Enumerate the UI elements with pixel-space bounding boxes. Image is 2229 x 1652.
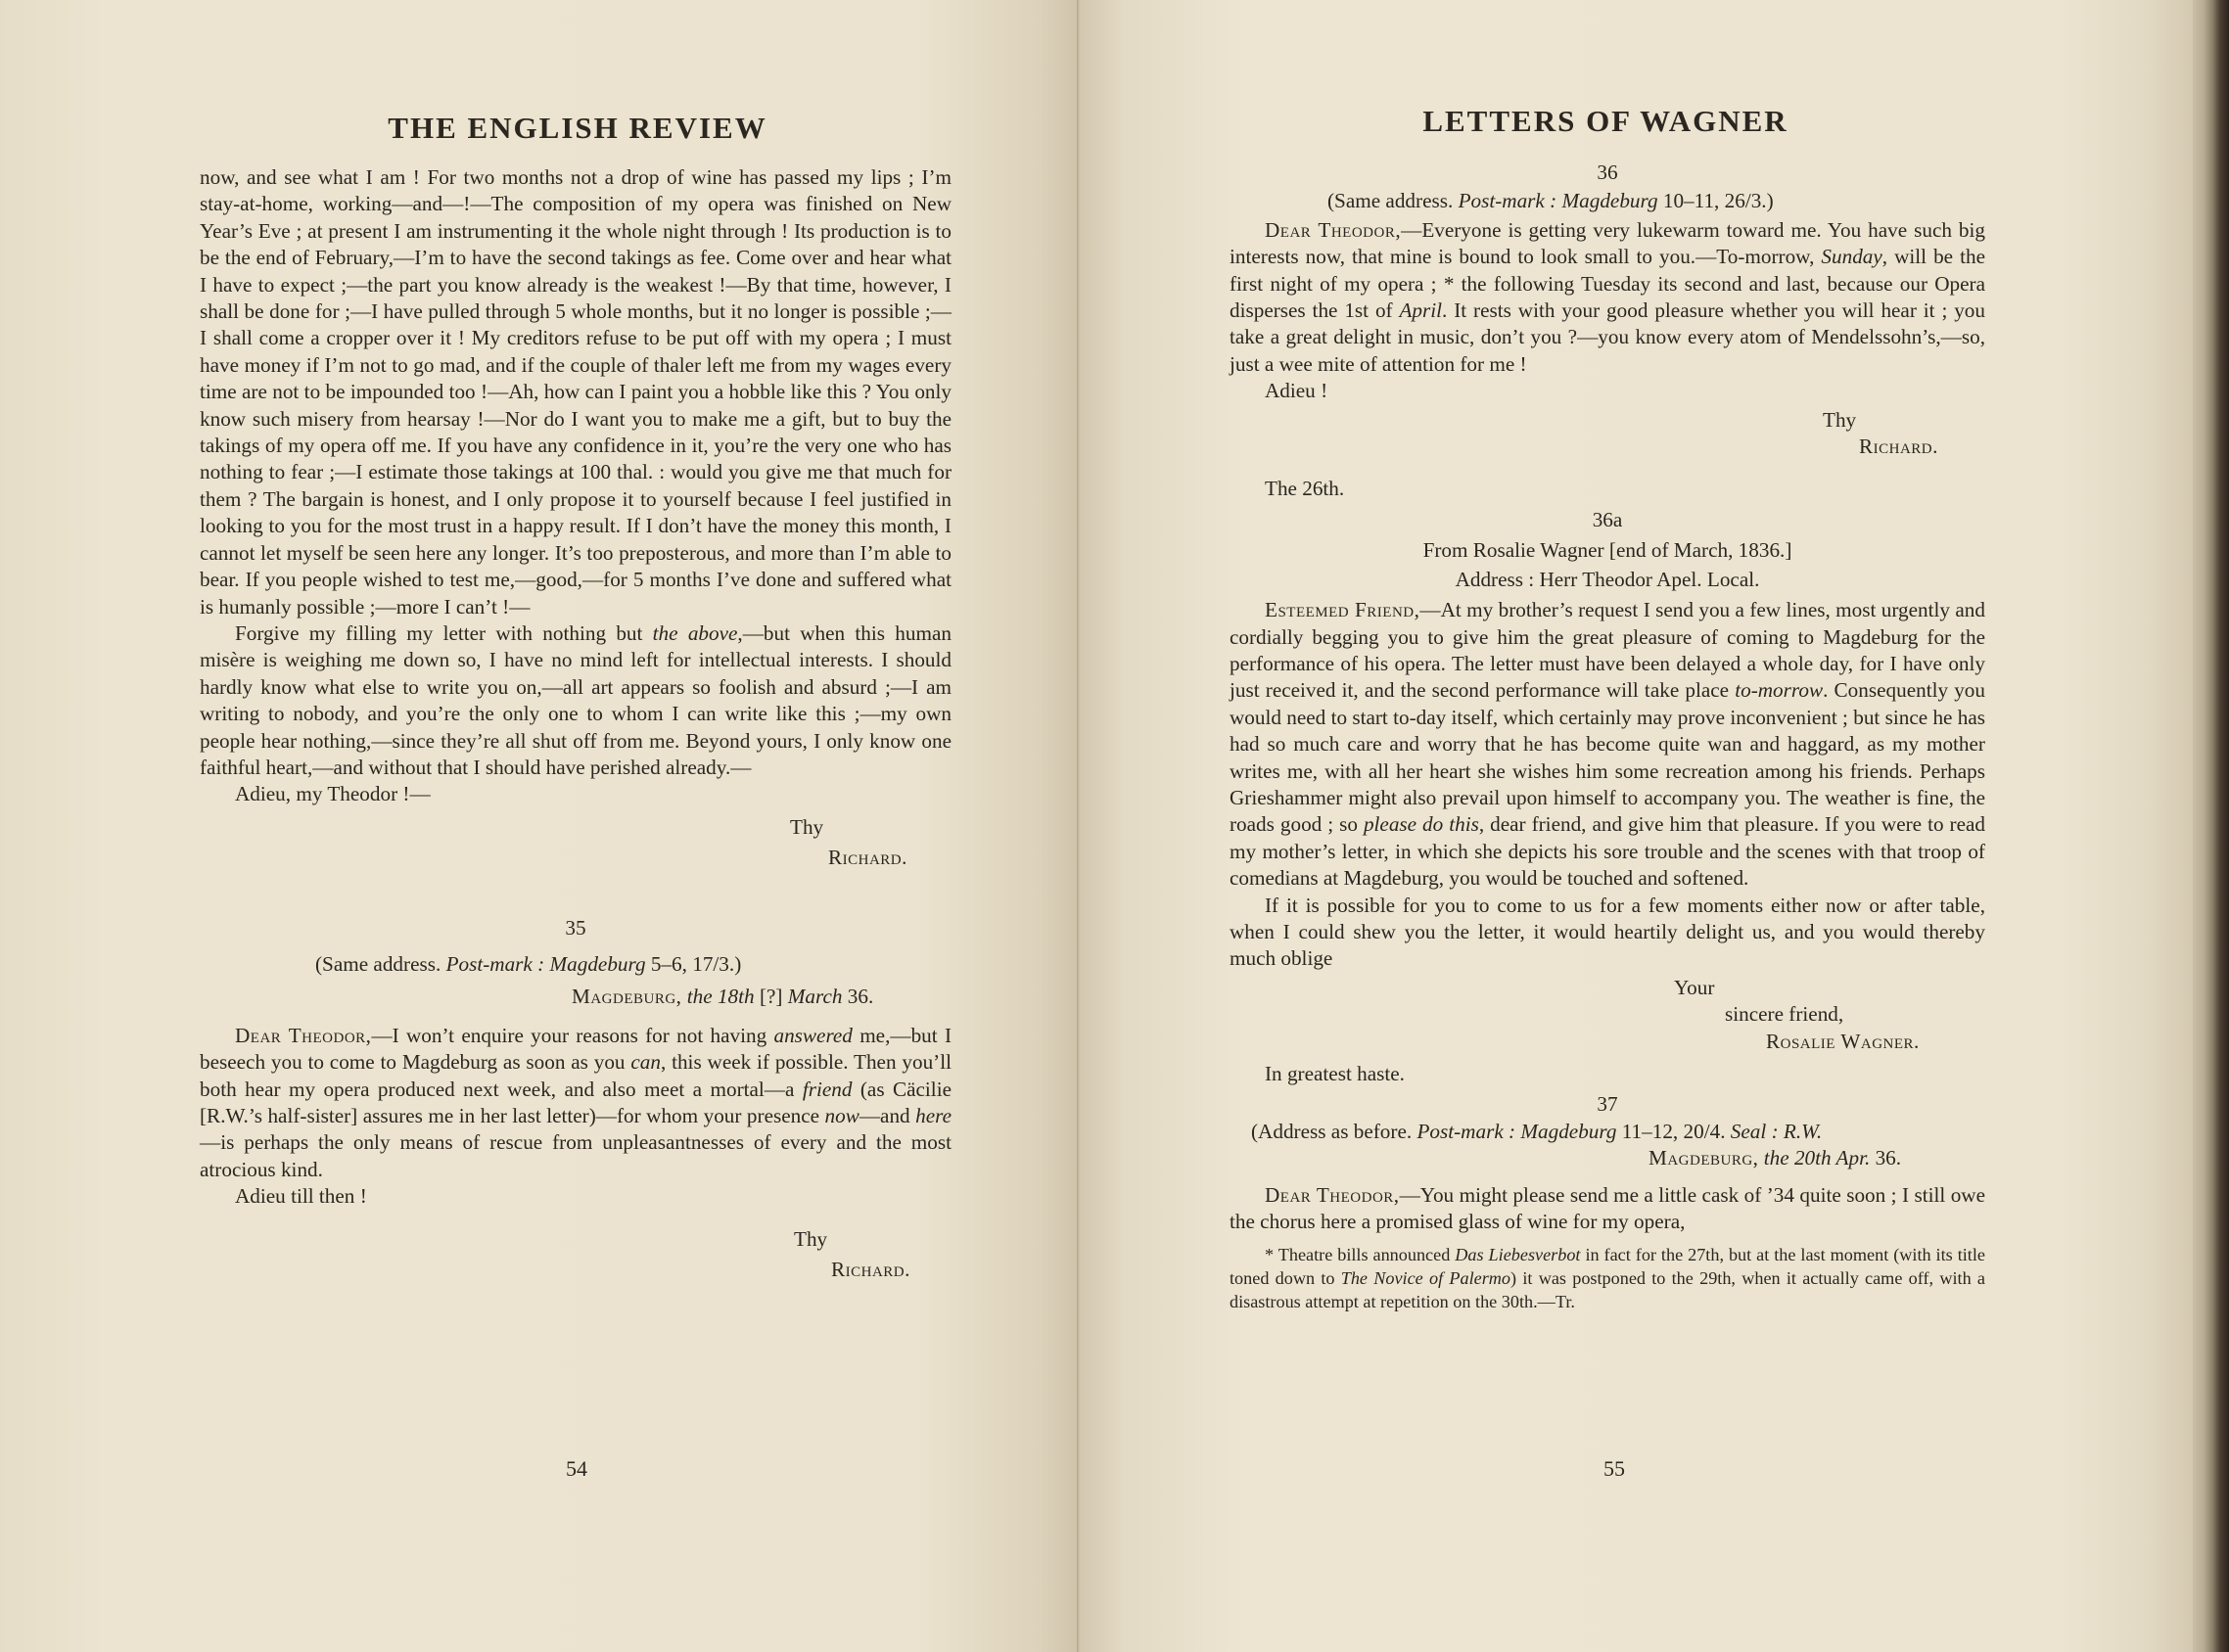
letter-37-address: (Address as before. Post-mark : Magdeburg 11–12, 20/4. Seal : R.W.: [1251, 1119, 1823, 1143]
letter-36a-paragraph-2: If it is possible for you to come to us for a few moments either now or after table, when I could shew you the letter, it would heartily delight us, and you would thereby much oblige: [1230, 893, 1985, 971]
letter-36-number: 36: [1597, 161, 1618, 184]
letter-34-paragraph-1: now, and see what I am ! For two months not a drop of wine has passed my lips ; I’m stay-at-home, working—and—!—The composition of my opera was finished on New Year’s Eve ; at present I am instrumenting it the whole night through ! Its production is to be the end of February,—I’m to have the second takings as fee. Come over and hear what I have to expect ;—the part you know already is the weakest !—By that time, however, I shall be done for ;—I have pulled through 5 whole months, but it no longer is possible ;—I shall come a cropper over it ! My creditors refuse to be put off with my opera ; I must have money if I’m not to go mad, and if the couple of thaler left me from my wages every time are not to be impounded too !—Ah, how can I paint you a hobble like this ? You only know such misery from hearsay !—Nor do I want you to make me a gift, but to buy the takings of my opera off me. If you have any confidence in it, you’re the very one who has nothing to fear ;—I estimate those takings at 100 thal. : would you give me that much for them ? The bargain is honest, and I only propose it to yourself because I feel justified in looking to you for the most trust in a happy result. If I don’t have the money this month, I cannot let myself be seen here any longer. It’s too preposterous, and more than I’m able to bear. If you people wished to test me,—good,—for 5 months I’ve done and suffered what is humanly possible ;—more I can’t !—: [200, 165, 952, 619]
folio-left: 54: [566, 1456, 587, 1481]
page-edge-stack: [2193, 0, 2229, 1652]
letter-36a-body: Esteemed Friend,—At my brother’s request I send you a few lines, most urgently and cordially begging you to give him the great pleasure of coming to Magdeburg for the performance of his opera. The letter must have been delayed a whole day, for I have only just received it, and the second performance will take place to-morrow. Consequently you would need to start to-day itself, which certainly may prove inconvenient ; but since he has had so much care and worry that he has become quite wan and haggard, as my mother writes me, with all her heart she wishes him some recreation among his friends. Perhaps Grieshammer might also prevail upon himself to accompany you. The weather is fine, the roads good ; so please do this, dear friend, and give him that pleasure. If you were to read my mother’s letter, in which she depicts his sore trouble and the scenes with that troop of comedians at Magdeburg, you would be touched and softened.: [1230, 598, 1985, 891]
letter-35-signature: Richard.: [831, 1258, 910, 1282]
letter-37-dateline: Magdeburg, the 20th Apr. 36.: [1649, 1146, 1902, 1170]
letter-34-thy: Thy: [790, 814, 824, 839]
letter-35-number: 35: [565, 915, 586, 940]
right-page-text: [1230, 160, 1985, 1313]
letter-36-body: Dear Theodor,—Everyone is getting very lukewarm toward me. You have such big interests now, that mine is bound to look small to you.—To-morrow, Sunday, will be the first night of my opera ; * the following Tuesday its second and last, because our Opera disperses the 1st of April. It rests with your good pleasure whether you will hear it ; you take a great delight in music, don’t you ?—you know every atom of Mendelssohn’s,—so, just a wee mite of attention for me !: [1230, 217, 1985, 376]
letter-36-postscript: The 26th.: [1265, 477, 1345, 501]
letter-36a-address: Address : Herr Theodor Apel. Local.: [1455, 567, 1760, 591]
letter-34-paragraph-2: Forgive my filling my letter with nothing but the above,—but when this human misère is weighing me down so, I have no mind left for intellectual interests. I should hardly know what else to write you on,—all art appears so foolish and absurd ;—I am writing to nobody, and you’re the only one to whom I can write like this ;—my own people hear nothing,—since they’re all shut off from me. Beyond yours, I only know one faithful heart,—and without that I should have perished already.—: [200, 620, 952, 779]
letter-36a-from: From Rosalie Wagner [end of March, 1836.]: [1422, 538, 1792, 563]
letter-36a-postscript: In greatest haste.: [1265, 1062, 1405, 1085]
letter-35-body: Dear Theodor,—I won’t enquire your reasons for not having answered me,—but I beseech you to come to Magdeburg as soon as you can, this week if possible. Then you’ll both hear my opera produced next week, and also meet a mortal—a friend (as Cäcilie [R.W.’s half-sister] assures me in her last letter)—for whom your presence now—and here—is perhaps the only means of rescue from unpleasantnesses of every and the most atrocious kind.: [200, 1023, 952, 1181]
folio-right: 55: [1603, 1456, 1625, 1481]
letter-35-dateline: Magdeburg, the 18th [?] March 36.: [572, 985, 874, 1009]
letter-37-body: Dear Theodor,—You might please send me a little cask of ’34 quite soon ; I still owe the chorus here a promised glass of wine for my opera,: [1230, 1182, 1985, 1234]
letter-35-thy: Thy: [794, 1226, 828, 1251]
letter-36a-number: 36a: [1592, 507, 1623, 531]
letter-37-number: 37: [1597, 1092, 1618, 1117]
running-head-left: THE ENGLISH REVIEW: [388, 111, 767, 145]
letter-36-signature: Richard.: [1859, 435, 1938, 459]
letter-35-closing: Adieu till then !: [235, 1184, 367, 1209]
gutter-shadow: [1077, 0, 1080, 1652]
letter-36a-your: Your: [1674, 975, 1715, 999]
letter-34-closing: Adieu, my Theodor !—: [235, 782, 431, 806]
footnote: [1230, 1243, 1985, 1313]
letter-34-signature: Richard.: [828, 846, 907, 870]
running-head-right: LETTERS OF WAGNER: [1422, 104, 1788, 138]
letter-36-closing: Adieu !: [1265, 379, 1328, 403]
letter-36a-signature: Rosalie Wagner.: [1766, 1029, 1920, 1053]
letter-35-address: (Same address. Post-mark : Magdeburg 5–6, 17/3.): [315, 951, 742, 976]
letter-36-thy: Thy: [1823, 407, 1857, 432]
letter-36-address: (Same address. Post-mark : Magdeburg 10–11, 26/3.): [1327, 189, 1774, 213]
left-page: [0, 0, 1079, 1652]
footnote-text: * Theatre bills announced Das Liebesverbot in fact for the 27th, but at the last moment (with its title toned down to The Novice of Palermo) it was postponed to the 29th, when it actually came off, with a disastrous attempt at repetition on the 30th.—Tr.: [1230, 1245, 1985, 1312]
left-page-text: [200, 164, 952, 1283]
letter-36a-sincere: sincere friend,: [1725, 1002, 1844, 1027]
